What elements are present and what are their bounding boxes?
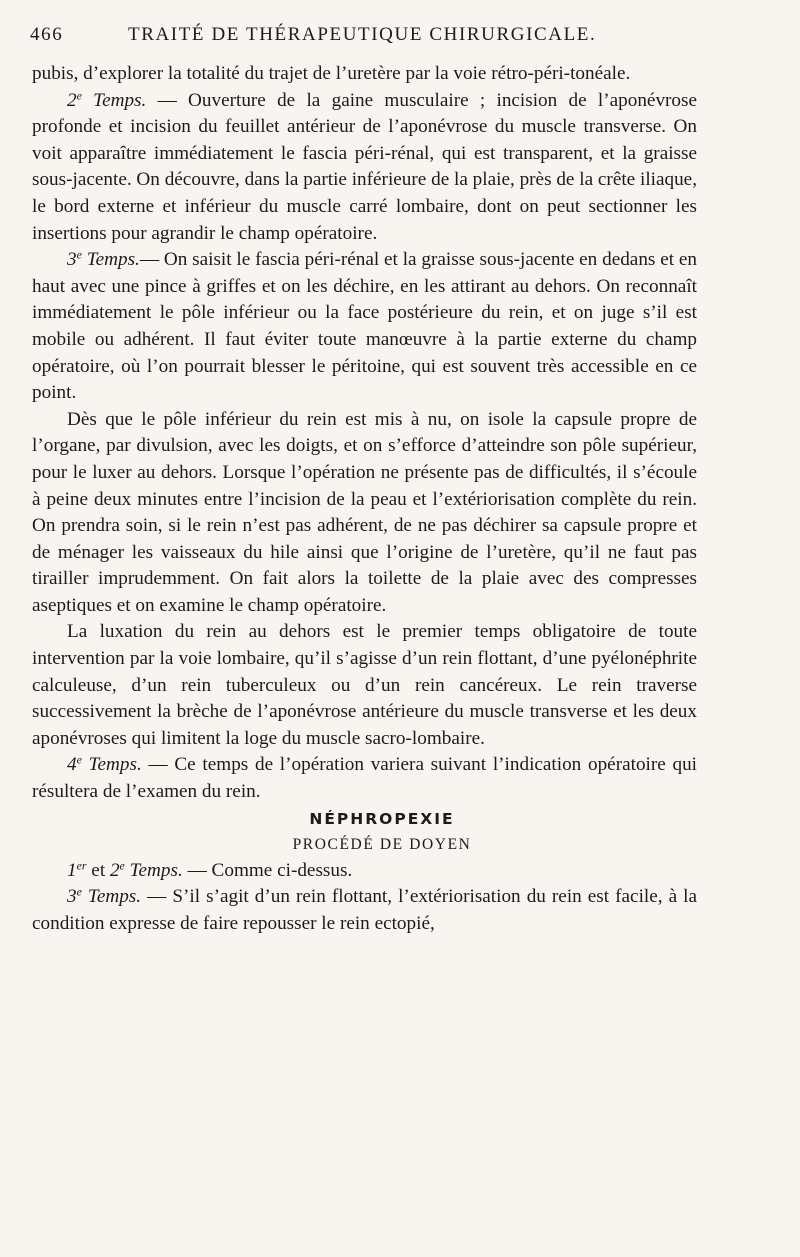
step-label: 4e Temps. bbox=[67, 752, 142, 776]
step-label: 2e Temps. bbox=[67, 88, 147, 111]
page-number: 466 bbox=[30, 24, 64, 45]
step-text: — Ce temps de l’opération variera suivant l’indication opératoire qui résultera de l’examen du rein. bbox=[32, 754, 698, 803]
step-text: — Comme ci-dessus. bbox=[182, 859, 353, 881]
paragraph-capsule: Dès que le pôle inférieur du rein est mis à nu, on isole la capsule propre de l’organe, par divulsion, avec les doigts, et on s’efforce d’atteindre son pôle supérieur, pour le luxer au dehors. Lorsque l’opération ne présente pas de difficultés, il s’écoule à peine deux minutes entre l’incision de la peau et l’extériorisation complète du rein. On prendra soin, si le rein n’est pas adhérent, de ne pas déchirer sa capsule propre et de ménager les vaisseaux du hile ainsi que l’origine de l’uretère, qu’il ne faut pas tirailler imprudemment. On fait alors la toilette de la plaie avec des compresses aseptiques et on examine le champ opératoire. bbox=[32, 408, 697, 616]
running-head bbox=[30, 24, 690, 54]
paragraph-temps-1-2: 1er et 2e Temps. — Comme ci-dessus. bbox=[67, 858, 353, 881]
step-label: 3e Temps. bbox=[67, 247, 140, 271]
paragraph-luxation: La luxation du rein au dehors est le premier temps obligatoire de toute intervention par la voie lombaire, qu’il s’agisse d’un rein flottant, d’une pyélonéphrite calculeuse, d’un rein tuberculeux ou d’un rein cancéreux. Le rein traverse successivement la brèche de l’aponévrose antérieure du muscle transverse et les deux aponévroses qui limitent la loge du muscle sacro-lombaire. bbox=[32, 621, 697, 749]
running-title: TRAITÉ DE THÉRAPEUTIQUE CHIRURGICALE. bbox=[128, 24, 597, 45]
step-text: — S’il s’agit d’un rein flottant, l’extériorisation du rein est facile, à la condition expresse de faire repousser le rein ectopié, bbox=[32, 886, 697, 934]
paragraph-temps-4 bbox=[32, 752, 697, 805]
step-text: — On saisit le fascia péri-rénal et la graisse sous-jacente en dedans et en haut avec une pince à griffes et on les déchire, en les attirant au dehors. On reconnaît immédiatement le pôle inférieur ou la face postérieure du rein, et on juge s’il est mobile ou adhérent. Il faut éviter toute manœuvre à la partie externe du champ opératoire, où l’on pourrait blesser le péritoine, qui est souvent très accessible en ce point. bbox=[32, 249, 697, 404]
step-label: 3e Temps. bbox=[67, 884, 142, 908]
step-text: — Ouverture de la gaine musculaire ; incision de l’aponévrose profonde et incision du feuillet antérieur de l’aponévrose du muscle transverse. On voit apparaître immédiatement le fascia péri-rénal, qui est transparent, et la graisse sous-jacente. On découvre, dans la partie inférieure de la plaie, près de la crête iliaque, le bord externe et inférieur du muscle carré lombaire, dont on peut sectionner les insertions pour agrandir le champ opératoire. bbox=[32, 89, 698, 244]
paragraph-temps-2 bbox=[32, 88, 697, 248]
section-heading: NÉPHROPEXIE bbox=[309, 809, 455, 828]
step-label: 2e Temps. bbox=[109, 858, 183, 881]
subsection-heading: PROCÉDÉ DE DOYEN bbox=[292, 835, 472, 853]
paragraph-temps-3 bbox=[32, 247, 697, 407]
paragraph-temps-3-nephropexie bbox=[32, 884, 697, 937]
body-text bbox=[32, 61, 697, 937]
step-label: 1er bbox=[67, 858, 87, 881]
paragraph-continued: pubis, d’explorer la totalité du trajet de l’uretère par la voie rétro-péri-tonéale. bbox=[32, 63, 631, 84]
